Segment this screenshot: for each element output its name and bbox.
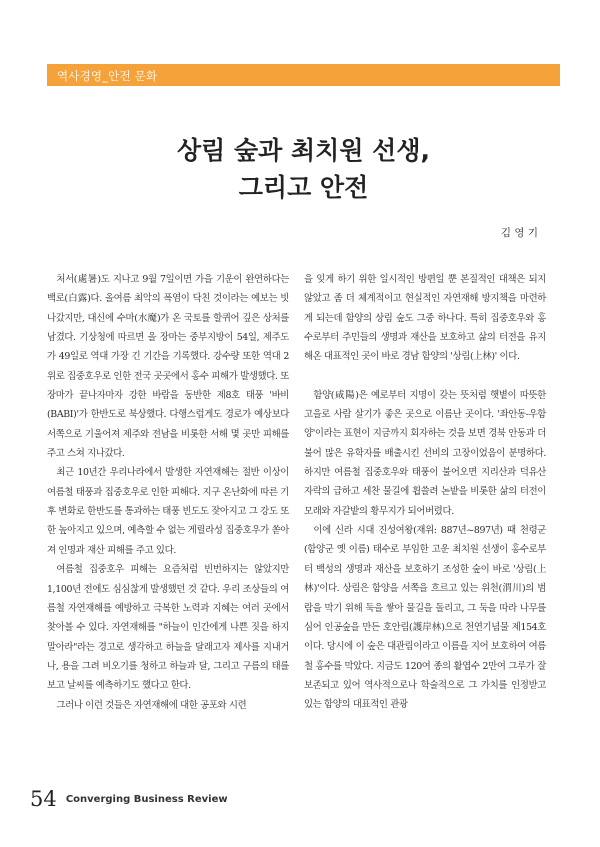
left-column bbox=[47, 270, 289, 715]
journal-name: Converging Business Review bbox=[65, 793, 228, 805]
page-footer bbox=[30, 787, 228, 811]
section-header-bar bbox=[47, 64, 560, 86]
article-title bbox=[47, 132, 560, 206]
article-title-line-1: 상림 숲과 최치원 선생, bbox=[177, 136, 430, 165]
body-paragraph: 처서(處暑)도 지나고 9월 7일이면 가을 기운이 완연하다는 백로(白露)다. 올여름 최악의 폭염이 닥친 것이라는 예보는 빗나갔지만, 대신에 수마(水魔)가 온 국토를 할퀴어 깊은 상처를 남겼다. 기상청에 따르면 올 장마는 중부지방이 54일, 제주도가 49일로 역대 가장 긴 기간을 기록했다. 강수량 또한 역대 2위로 집중호우로 인한 전국 곳곳에서 홍수 피해가 발생했다. 또 장마가 끝나자마자 강한 바람을 동반한 제8호 태풍 '바비(BABI)'가 한반도로 북상했다. 다행스럽게도 경로가 예상보다 서쪽으로 기울어져 제주와 전남을 비롯한 서해 몇 곳만 피해를 주고 스쳐 지나갔다. bbox=[47, 274, 289, 460]
body-paragraph: 을 잊게 하기 위한 일시적인 방편일 뿐 본질적인 대책은 되지 않았고 좀 더 체계적이고 현실적인 자연재해 방지책을 마련하게 되는데 함양의 상림 숲도 그중 하나다. 특히 집중호우와 홍수로부터 주민들의 생명과 재산을 보호하고 삶의 터전을 유지해온 대표적인 곳이 바로 경남 함양의 '상림(上林)' 이다. bbox=[304, 274, 546, 363]
body-paragraph: 최근 10년간 우리나라에서 발생한 자연재해는 절반 이상이 여름철 태풍과 집중호우로 인한 피해다. 지구 온난화에 따른 기후 변화로 한반도를 통과하는 태풍 빈도도 잦아지고 그 강도 또한 높아지고 있으며, 예측할 수 없는 게릴라성 집중호우가 쏟아져 인명과 재산 피해를 주고 있다. bbox=[47, 467, 289, 556]
right-column bbox=[304, 270, 546, 715]
body-paragraph: 여름철 집중호우 피해는 요즘처럼 빈번하지는 않았지만 1,100년 전에도 심심찮게 발생했던 것 같다. 우리 조상들의 여름철 자연재해를 예방하고 극복한 노력과 지혜는 여러 곳에서 찾아볼 수 있다. 자연재해를 "하늘이 인간에게 나쁜 짓을 하지 말아라"라는 경고로 생각하고 하늘을 달래고자 제사를 지내거나, 용을 그려 비오기를 청하고 하늘과 달, 그리고 구름의 태를 보고 날씨를 예측하기도 했다고 한다. bbox=[47, 564, 289, 692]
body-paragraph: 함양(咸陽)은 예로부터 지명이 갖는 뜻처럼 햇볕이 따뜻한 고을로 사람 살기가 좋은 곳으로 이름난 곳이다. '좌안동-우함양'이라는 표현이 지금까지 회자하는 것을 보면 경북 안동과 더불어 많은 유학자를 배출시킨 선비의 고장이었음이 분명하다. 하지만 여름철 집중호우와 태풍이 불어오면 지리산과 덕유산 자락의 급하고 세찬 물길에 휩쓸려 논밭을 비롯한 삶의 터전이 모래와 자갈밭의 황무지가 되어버렸다. bbox=[304, 389, 546, 517]
body-paragraph: 이에 신라 시대 진성여왕(재위: 887년~897년) 때 천령군(함양군 옛 이름) 태수로 부임한 고운 최치원 선생이 홍수로부터 백성의 생명과 재산을 보호하기 조성한 숲이 바로 '상림(上林)'이다. 상림은 함양을 서쪽을 흐르고 있는 위천(渭川)의 범람을 막기 위해 둑을 쌓아 물길을 돌리고, 그 둑을 따라 나무를 심어 인공숲을 만든 호안림(護岸林)으로 천연기념물 제154호이다. 당시에 이 숲은 대관림이라고 이름을 지어 보호하여 여름철 홍수를 막았다. 지금도 120여 종의 활엽수 2만여 그루가 잘 보존되고 있어 역사적으로나 학술적으로 그 가치를 인정받고 있는 함양의 대표적인 관광 bbox=[304, 525, 546, 711]
author-name: 김 영 기 bbox=[500, 227, 538, 239]
section-label: 역사경영_안전 문화 bbox=[57, 69, 158, 83]
article-title-line-2: 그리고 안전 bbox=[238, 173, 369, 202]
page-number: 54 bbox=[30, 787, 57, 811]
body-paragraph: 그러나 이런 것들은 자연재해에 대한 공포와 시련 bbox=[56, 699, 247, 711]
